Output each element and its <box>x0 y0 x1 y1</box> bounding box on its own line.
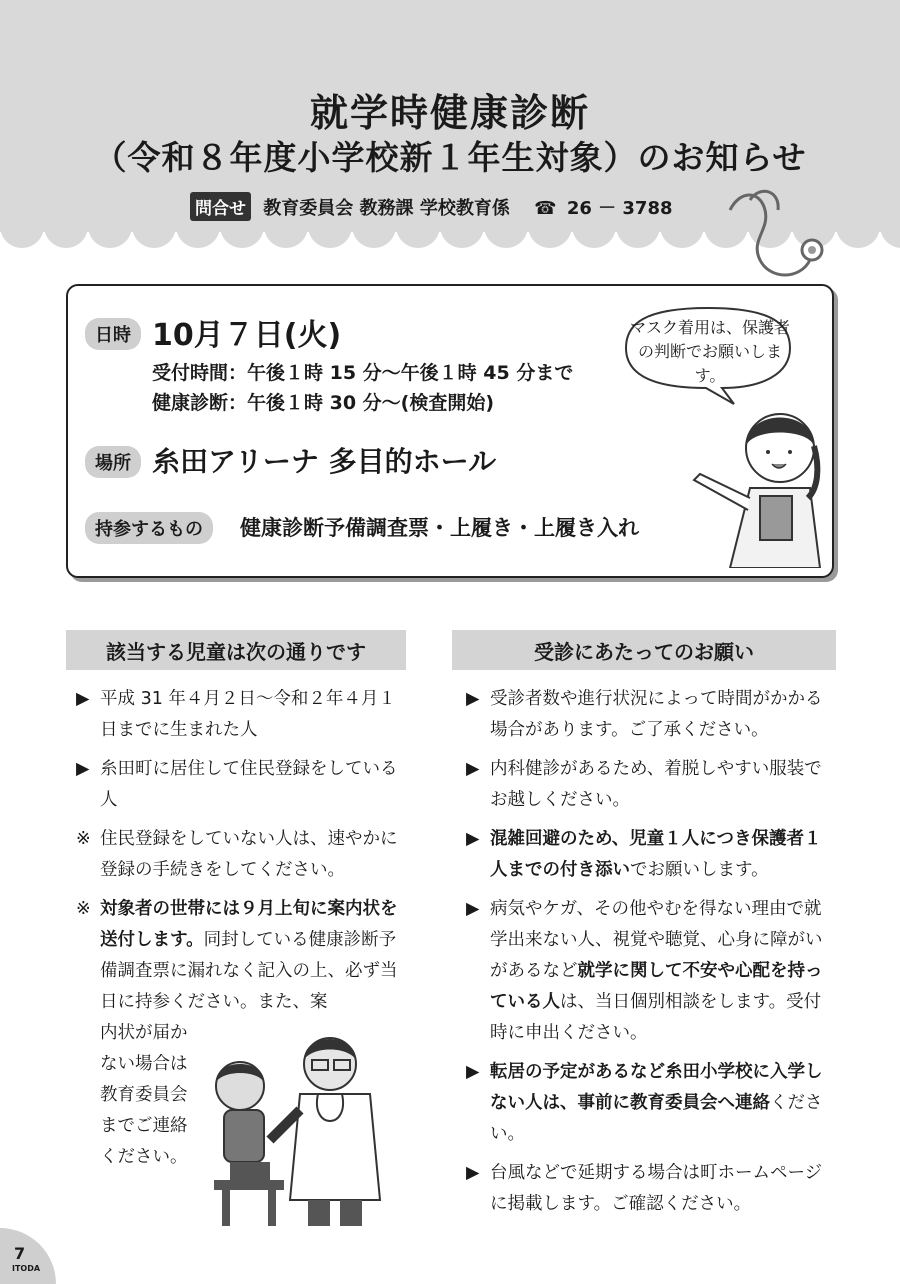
note-bold-text: 対象者の世帯には９月上旬に案内状を送付します。 <box>100 899 398 950</box>
list-item <box>466 824 836 886</box>
list-item-text: 内科健診があるため、着脱しやすい服装でお越しください。 <box>490 759 822 810</box>
requests-heading: 受診にあたってのお願い <box>452 630 836 670</box>
note-mark: ※ <box>76 829 91 849</box>
list-item-text: 病気やケガ、その他やむを得ない理由で就学出来ない人、視覚や聴覚、心身に障がいがあるなど <box>490 899 823 981</box>
list-item-text: 糸田町に居住して住民登録をしている人 <box>100 759 398 810</box>
contact-dept: 教育委員会 教務課 学校教育係 <box>263 198 510 219</box>
triangle-icon: ▶ <box>466 899 480 919</box>
list-item-text: 受診者数や進行状況によって時間がかかる場合があります。ご了承ください。 <box>490 689 823 740</box>
list-item <box>466 754 836 816</box>
page-corner <box>0 1228 56 1284</box>
note-tail: 内状が届かない場合は教育委員会までご連絡ください。 <box>100 1023 188 1167</box>
list-item-text: でお願いします。 <box>630 860 769 880</box>
reception-time: 受付時間：午後１時 15 分～午後１時 45 分まで <box>152 362 574 384</box>
list-item-bold: 転居の予定があるなど糸田小学校に入学しない人は、事前に教育委員会へ連絡 <box>490 1062 823 1113</box>
list-item-bold: 就学に関して不安や心配を持っている人 <box>490 961 823 1012</box>
list-item <box>466 684 836 746</box>
page-subtitle: （令和８年度小学校新１年生対象）のお知らせ <box>93 138 807 177</box>
triangle-icon: ▶ <box>466 689 480 709</box>
list-item <box>466 894 836 1049</box>
page-subtext: ITODA <box>12 1264 41 1273</box>
triangle-icon: ▶ <box>76 759 90 779</box>
contact-tag: 問合せ <box>190 192 251 221</box>
phone-icon: ☎ <box>534 198 557 219</box>
triangle-icon: ▶ <box>76 689 90 709</box>
date-value: 10月７日(火) <box>152 318 342 353</box>
stethoscope-icon <box>720 180 840 300</box>
eligible-heading: 該当する児童は次の通りです <box>66 630 406 670</box>
note-text: 同封している健康診断予備調査票に漏れなく記入の上、必ず当日に持参ください。また、案 <box>100 930 398 1012</box>
triangle-icon: ▶ <box>466 829 480 849</box>
list-item-bold: 混雑回避のため、児童１人につき保護者１人までの付き添い <box>490 829 822 880</box>
list-item <box>76 754 406 816</box>
list-item-text: 台風などで延期する場合は町ホームページに掲載します。ご確認ください。 <box>490 1163 823 1214</box>
list-item-text: ください。 <box>490 1093 823 1144</box>
contact-line <box>190 192 673 221</box>
nurse-illustration <box>690 378 830 568</box>
note-text: 住民登録をしていない人は、速やかに登録の手続きをしてください。 <box>100 829 398 880</box>
requests-list <box>466 684 836 1228</box>
list-item <box>76 684 406 746</box>
doctor-child-illustration <box>200 1030 400 1230</box>
bring-label: 持参するもの <box>85 512 213 544</box>
triangle-icon: ▶ <box>466 759 480 779</box>
triangle-icon: ▶ <box>466 1062 480 1082</box>
place-label: 場所 <box>85 446 141 478</box>
note-mark: ※ <box>76 899 91 919</box>
list-item-text: は、当日個別相談をします。受付時に申出ください。 <box>490 992 822 1043</box>
exam-time: 健康診断：午後１時 30 分～(検査開始) <box>152 392 495 414</box>
place-value: 糸田アリーナ 多目的ホール <box>152 445 497 478</box>
bring-value: 健康診断予備調査票・上履き・上履き入れ <box>240 516 639 540</box>
triangle-icon: ▶ <box>466 1163 480 1183</box>
list-item <box>466 1158 836 1220</box>
note-item <box>76 824 406 886</box>
bubble-text: マスク着用は、保護者の判断でお願いします。 <box>630 318 791 385</box>
contact-phone: 26 － 3788 <box>566 198 673 219</box>
list-item-text: 平成 31 年４月２日～令和２年４月１日までに生まれた人 <box>100 689 396 740</box>
list-item <box>466 1057 836 1150</box>
page-number: 7 <box>14 1244 26 1263</box>
page-title: 就学時健康診断 <box>309 91 590 135</box>
date-label: 日時 <box>85 318 141 350</box>
